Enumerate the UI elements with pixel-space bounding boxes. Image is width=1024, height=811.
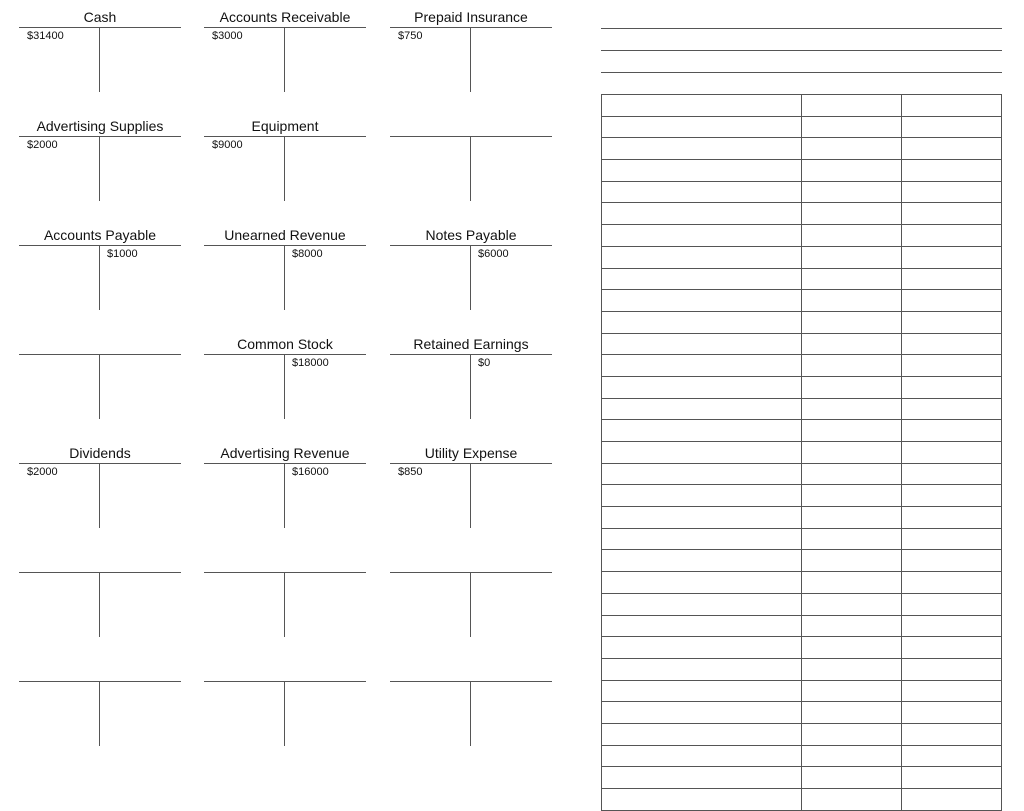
debit-cell: [802, 311, 902, 333]
account-name-cell: [602, 637, 802, 659]
table-row: [602, 268, 1002, 290]
t-account-top-rule: [390, 245, 552, 246]
table-row: [602, 442, 1002, 464]
t-account-center-rule: [284, 137, 285, 201]
table-row: [602, 160, 1002, 182]
trial-balance-heading-line: [601, 72, 1002, 73]
table-row: [602, 528, 1002, 550]
table-row: [602, 572, 1002, 594]
account-name-cell: [602, 702, 802, 724]
t-account-top-rule: [204, 245, 366, 246]
t-account-blank: [390, 552, 552, 652]
debit-cell: [802, 138, 902, 160]
t-account-title: Retained Earnings: [413, 336, 529, 352]
t-account-title: Advertising Revenue: [220, 445, 350, 461]
t-account-blank: [204, 661, 366, 761]
t-account-title: [19, 552, 181, 572]
credit-cell: [902, 637, 1002, 659]
credit-cell: [902, 593, 1002, 615]
debit-cell: [802, 246, 902, 268]
table-row: [602, 333, 1002, 355]
t-account-title: Dividends: [69, 445, 131, 461]
table-row: [602, 789, 1002, 811]
t-account-unearned-revenue: [204, 225, 366, 325]
account-name-cell: [602, 528, 802, 550]
t-account-advertising-supplies: [19, 116, 181, 216]
account-name-cell: [602, 116, 802, 138]
credit-cell: [902, 290, 1002, 312]
t-account-top-rule: [19, 463, 181, 464]
t-account-top-rule: [19, 681, 181, 682]
t-account-accounts-payable: [19, 225, 181, 325]
credit-cell: [902, 550, 1002, 572]
account-name-cell: [602, 550, 802, 572]
trial-balance-table: [601, 94, 1002, 811]
account-name-cell: [602, 355, 802, 377]
credit-cell: [902, 160, 1002, 182]
t-account-top-rule: [19, 27, 181, 28]
debit-cell: [802, 528, 902, 550]
t-account-title: [204, 552, 366, 572]
credit-cell: [902, 789, 1002, 811]
table-row: [602, 376, 1002, 398]
t-account-center-rule: [99, 28, 100, 92]
account-name-cell: [602, 290, 802, 312]
t-account-top-rule: [390, 681, 552, 682]
t-account-credit: $18000: [292, 357, 329, 369]
t-account-top-rule: [390, 572, 552, 573]
t-account-title: Notes Payable: [425, 227, 517, 243]
debit-cell: [802, 507, 902, 529]
table-row: [602, 246, 1002, 268]
t-account-credit: $8000: [292, 248, 323, 260]
table-row: [602, 658, 1002, 680]
table-row: [602, 463, 1002, 485]
t-account-notes-payable: [390, 225, 552, 325]
table-row: [602, 95, 1002, 117]
debit-cell: [802, 702, 902, 724]
debit-cell: [802, 723, 902, 745]
t-account-blank: [19, 334, 181, 434]
debit-cell: [802, 789, 902, 811]
debit-cell: [802, 767, 902, 789]
t-account-debit: $31400: [27, 30, 64, 42]
debit-cell: [802, 485, 902, 507]
t-account-utility-expense: [390, 443, 552, 543]
t-account-advertising-revenue: [204, 443, 366, 543]
t-account-top-rule: [390, 136, 552, 137]
trial-balance-heading-line: [601, 50, 1002, 51]
account-name-cell: [602, 485, 802, 507]
credit-cell: [902, 658, 1002, 680]
account-name-cell: [602, 203, 802, 225]
table-row: [602, 420, 1002, 442]
t-account-top-rule: [204, 136, 366, 137]
table-row: [602, 290, 1002, 312]
t-account-blank: [19, 661, 181, 761]
t-account-debit: $750: [398, 30, 423, 42]
t-account-title: Utility Expense: [424, 445, 518, 461]
debit-cell: [802, 572, 902, 594]
account-name-cell: [602, 463, 802, 485]
t-account-center-rule: [99, 573, 100, 637]
t-account-center-rule: [99, 137, 100, 201]
account-name-cell: [602, 572, 802, 594]
t-account-debit: $2000: [27, 466, 58, 478]
credit-cell: [902, 116, 1002, 138]
credit-cell: [902, 311, 1002, 333]
table-row: [602, 355, 1002, 377]
debit-cell: [802, 420, 902, 442]
t-account-center-rule: [284, 246, 285, 310]
t-account-blank: [390, 116, 552, 216]
t-account-center-rule: [284, 573, 285, 637]
t-account-center-rule: [470, 682, 471, 746]
table-row: [602, 507, 1002, 529]
account-name-cell: [602, 680, 802, 702]
t-account-blank: [390, 661, 552, 761]
t-account-title: Equipment: [251, 118, 319, 134]
credit-cell: [902, 246, 1002, 268]
table-row: [602, 615, 1002, 637]
credit-cell: [902, 680, 1002, 702]
t-account-top-rule: [204, 27, 366, 28]
t-account-center-rule: [99, 355, 100, 419]
table-row: [602, 550, 1002, 572]
credit-cell: [902, 333, 1002, 355]
account-name-cell: [602, 160, 802, 182]
t-account-credit: $1000: [107, 248, 138, 260]
t-account-title: Common Stock: [237, 336, 333, 352]
debit-cell: [802, 225, 902, 247]
t-account-title: [19, 661, 181, 681]
t-account-title: Unearned Revenue: [224, 227, 346, 243]
debit-cell: [802, 333, 902, 355]
debit-cell: [802, 376, 902, 398]
account-name-cell: [602, 311, 802, 333]
t-account-debit: $850: [398, 466, 423, 478]
t-account-retained-earnings: [390, 334, 552, 434]
t-account-credit: $16000: [292, 466, 329, 478]
debit-cell: [802, 463, 902, 485]
account-name-cell: [602, 615, 802, 637]
debit-cell: [802, 355, 902, 377]
t-account-center-rule: [470, 573, 471, 637]
table-row: [602, 225, 1002, 247]
account-name-cell: [602, 507, 802, 529]
table-row: [602, 637, 1002, 659]
t-account-top-rule: [19, 245, 181, 246]
account-name-cell: [602, 789, 802, 811]
t-account-title: Advertising Supplies: [36, 118, 164, 134]
t-account-title: [19, 334, 181, 354]
trial-balance-heading-line: [601, 28, 1002, 29]
t-account-center-rule: [470, 464, 471, 528]
t-account-debit: $9000: [212, 139, 243, 151]
account-name-cell: [602, 767, 802, 789]
credit-cell: [902, 138, 1002, 160]
t-account-center-rule: [284, 28, 285, 92]
account-name-cell: [602, 745, 802, 767]
credit-cell: [902, 485, 1002, 507]
trial-balance-body: [602, 95, 1002, 811]
t-account-center-rule: [284, 464, 285, 528]
t-account-top-rule: [390, 27, 552, 28]
debit-cell: [802, 442, 902, 464]
account-name-cell: [602, 333, 802, 355]
credit-cell: [902, 398, 1002, 420]
debit-cell: [802, 637, 902, 659]
t-account-title: [204, 661, 366, 681]
t-account-center-rule: [470, 246, 471, 310]
table-row: [602, 116, 1002, 138]
credit-cell: [902, 268, 1002, 290]
t-account-debit: $3000: [212, 30, 243, 42]
credit-cell: [902, 463, 1002, 485]
t-account-accounts-receivable: [204, 7, 366, 107]
t-account-credit: $0: [478, 357, 491, 369]
t-account-top-rule: [204, 572, 366, 573]
credit-cell: [902, 507, 1002, 529]
t-account-title: Accounts Receivable: [219, 9, 351, 25]
account-name-cell: [602, 658, 802, 680]
account-name-cell: [602, 442, 802, 464]
credit-cell: [902, 528, 1002, 550]
credit-cell: [902, 615, 1002, 637]
t-account-center-rule: [99, 246, 100, 310]
t-account-top-rule: [19, 572, 181, 573]
t-account-cash: [19, 7, 181, 107]
table-row: [602, 181, 1002, 203]
account-name-cell: [602, 723, 802, 745]
t-account-title: [390, 116, 552, 136]
credit-cell: [902, 225, 1002, 247]
credit-cell: [902, 723, 1002, 745]
debit-cell: [802, 290, 902, 312]
debit-cell: [802, 550, 902, 572]
debit-cell: [802, 658, 902, 680]
debit-cell: [802, 398, 902, 420]
credit-cell: [902, 745, 1002, 767]
credit-cell: [902, 702, 1002, 724]
credit-cell: [902, 181, 1002, 203]
credit-cell: [902, 442, 1002, 464]
debit-cell: [802, 116, 902, 138]
t-account-top-rule: [204, 354, 366, 355]
debit-cell: [802, 160, 902, 182]
table-row: [602, 745, 1002, 767]
credit-cell: [902, 95, 1002, 117]
t-account-top-rule: [204, 681, 366, 682]
t-account-title: Accounts Payable: [43, 227, 157, 243]
t-account-debit: $2000: [27, 139, 58, 151]
t-account-top-rule: [390, 463, 552, 464]
t-account-title: Prepaid Insurance: [414, 9, 528, 25]
table-row: [602, 485, 1002, 507]
t-account-title: Cash: [83, 9, 117, 25]
debit-cell: [802, 680, 902, 702]
account-name-cell: [602, 225, 802, 247]
t-account-top-rule: [204, 463, 366, 464]
t-account-center-rule: [470, 137, 471, 201]
debit-cell: [802, 181, 902, 203]
t-account-blank: [204, 552, 366, 652]
debit-cell: [802, 95, 902, 117]
account-name-cell: [602, 95, 802, 117]
credit-cell: [902, 767, 1002, 789]
t-account-center-rule: [99, 464, 100, 528]
t-account-center-rule: [470, 28, 471, 92]
account-name-cell: [602, 398, 802, 420]
table-row: [602, 398, 1002, 420]
debit-cell: [802, 615, 902, 637]
account-name-cell: [602, 181, 802, 203]
t-account-common-stock: [204, 334, 366, 434]
credit-cell: [902, 376, 1002, 398]
account-name-cell: [602, 138, 802, 160]
credit-cell: [902, 203, 1002, 225]
t-account-prepaid-insurance: [390, 7, 552, 107]
t-account-credit: $6000: [478, 248, 509, 260]
t-account-blank: [19, 552, 181, 652]
debit-cell: [802, 745, 902, 767]
table-row: [602, 680, 1002, 702]
account-name-cell: [602, 246, 802, 268]
t-account-top-rule: [19, 136, 181, 137]
credit-cell: [902, 572, 1002, 594]
t-account-top-rule: [390, 354, 552, 355]
t-account-title: [390, 661, 552, 681]
t-account-center-rule: [470, 355, 471, 419]
table-row: [602, 593, 1002, 615]
account-name-cell: [602, 376, 802, 398]
t-account-top-rule: [19, 354, 181, 355]
debit-cell: [802, 268, 902, 290]
credit-cell: [902, 355, 1002, 377]
account-name-cell: [602, 420, 802, 442]
t-account-center-rule: [284, 355, 285, 419]
t-account-dividends: [19, 443, 181, 543]
table-row: [602, 723, 1002, 745]
table-row: [602, 138, 1002, 160]
t-account-equipment: [204, 116, 366, 216]
table-row: [602, 311, 1002, 333]
t-account-center-rule: [284, 682, 285, 746]
debit-cell: [802, 203, 902, 225]
t-account-center-rule: [99, 682, 100, 746]
table-row: [602, 767, 1002, 789]
table-row: [602, 203, 1002, 225]
credit-cell: [902, 420, 1002, 442]
debit-cell: [802, 593, 902, 615]
t-account-title: [390, 552, 552, 572]
account-name-cell: [602, 268, 802, 290]
table-row: [602, 702, 1002, 724]
account-name-cell: [602, 593, 802, 615]
